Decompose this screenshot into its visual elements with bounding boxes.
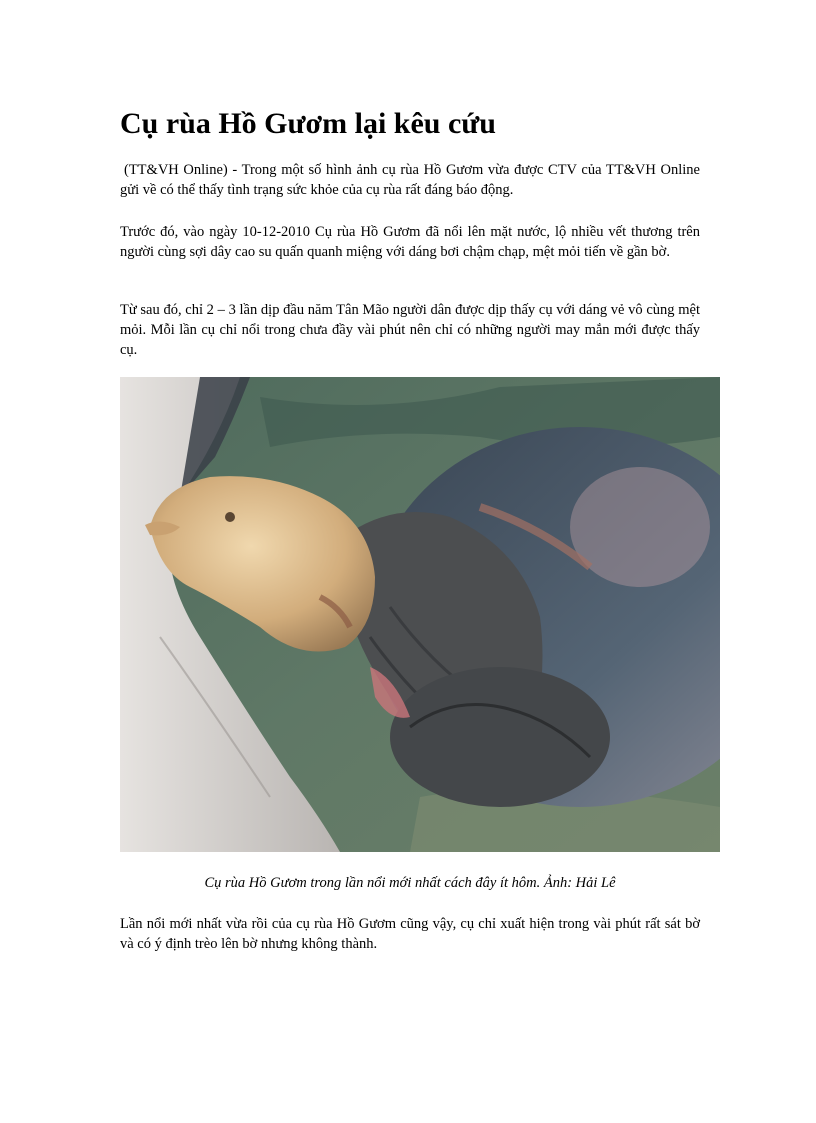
- article-paragraph-latest: Lần nổi mới nhất vừa rồi của cụ rùa Hồ Gươm cũng vậy, cụ chỉ xuất hiện trong vài phút rất sát bờ và có ý định trèo lên bờ nhưng không thành.: [120, 916, 700, 952]
- turtle-photo-illustration: [120, 377, 720, 852]
- photo-caption: Cụ rùa Hồ Gươm trong lần nổi mới nhất cách đây ít hôm. Ảnh: Hải Lê: [204, 875, 616, 891]
- article-paragraph-sightings: Từ sau đó, chỉ 2 – 3 lần dịp đầu năm Tân Mão người dân được dịp thấy cụ với dáng vẻ vô cùng mệt mỏi. Mỗi lần cụ chỉ nổi trong chưa đầy vài phút nên chỉ có những người may mắn mới được thấy cụ.: [120, 302, 700, 358]
- article-title: Cụ rùa Hồ Gươm lại kêu cứu: [120, 107, 496, 140]
- article-paragraph-intro: (TT&VH Online) - Trong một số hình ảnh cụ rùa Hồ Gươm vừa được CTV của TT&VH Online gửi về có thể thấy tình trạng sức khỏe của cụ rùa rất đáng báo động.: [120, 162, 700, 198]
- turtle-photo: [120, 377, 720, 852]
- article-paragraph-background: Trước đó, vào ngày 10-12-2010 Cụ rùa Hồ Gươm đã nổi lên mặt nước, lộ nhiều vết thương trên người cùng sợi dây cao su quấn quanh miệng với dáng bơi chậm chạp, mệt mỏi tiến về gần bờ.: [120, 224, 700, 260]
